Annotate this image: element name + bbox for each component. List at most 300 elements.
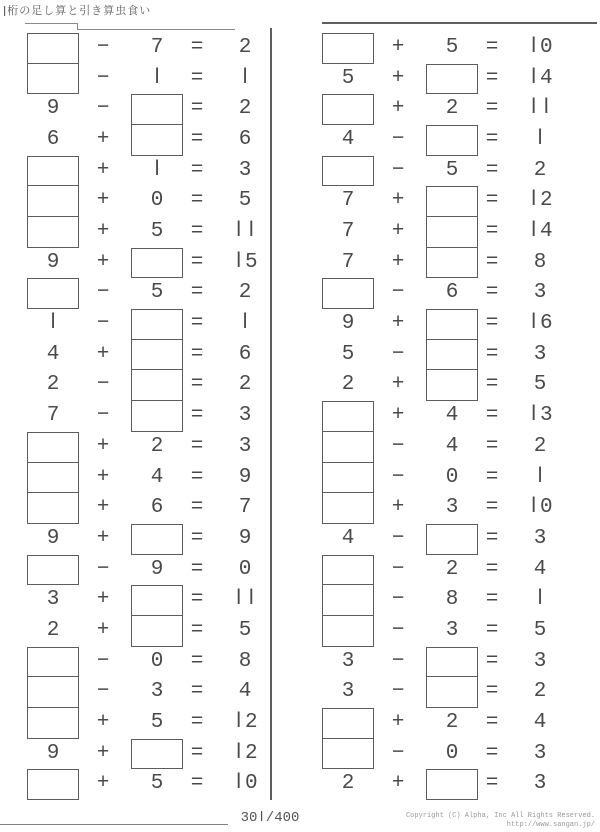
operator: + (96, 772, 110, 796)
operator: − (391, 588, 405, 612)
problem-row (295, 309, 567, 340)
answer-box[interactable] (27, 64, 79, 95)
equals-sign: = (190, 741, 204, 765)
result: 3 (533, 772, 547, 796)
equals-sign: = (485, 772, 499, 796)
problem-row (295, 401, 567, 432)
operator: + (391, 312, 405, 336)
result: ǀ2 (232, 741, 258, 765)
result: 8 (238, 649, 252, 673)
result: 4 (238, 680, 252, 704)
operator: − (96, 373, 110, 397)
result: 2 (533, 434, 547, 458)
result: ǀ (238, 312, 252, 336)
operator: − (391, 526, 405, 550)
result: ǀ (238, 66, 252, 90)
answer-box[interactable] (322, 708, 374, 739)
equals-sign: = (485, 588, 499, 612)
answer-box[interactable] (27, 463, 79, 494)
page-title: ǀ桁の足し算と引き算虫食い (3, 4, 152, 17)
equals-sign: = (190, 342, 204, 366)
operand-b: 5 (150, 281, 164, 305)
operator: − (96, 97, 110, 121)
problem-row (295, 217, 567, 248)
result: ǀ5 (232, 250, 258, 274)
equals-sign: = (485, 618, 499, 642)
result: ǀ (533, 465, 547, 489)
equals-sign: = (190, 97, 204, 121)
problem-row (0, 33, 272, 64)
operand-a: 3 (341, 649, 355, 673)
problem-row (0, 463, 272, 494)
operator: − (391, 434, 405, 458)
operator: − (391, 281, 405, 305)
result: ǀ0 (527, 496, 553, 520)
equals-sign: = (190, 128, 204, 152)
operand-b: 3 (445, 618, 459, 642)
operand-b: 2 (445, 710, 459, 734)
operand-a: 7 (341, 189, 355, 213)
equals-sign: = (190, 465, 204, 489)
operator: − (96, 557, 110, 581)
operator: + (391, 772, 405, 796)
operand-b: 2 (150, 434, 164, 458)
operand-a: 5 (341, 66, 355, 90)
operator: − (96, 36, 110, 59)
answer-box[interactable] (131, 125, 183, 156)
answer-box[interactable] (426, 647, 478, 678)
answer-box[interactable] (27, 186, 79, 217)
equals-sign: = (190, 158, 204, 182)
answer-box[interactable] (322, 739, 374, 770)
operator: + (96, 465, 110, 489)
result: 6 (238, 342, 252, 366)
operand-b: 0 (150, 649, 164, 673)
operator: + (96, 618, 110, 642)
problem-row (0, 370, 272, 401)
result: 9 (238, 465, 252, 489)
operand-b: 0 (445, 465, 459, 489)
equals-sign: = (485, 189, 499, 213)
answer-box[interactable] (426, 248, 478, 279)
answer-box[interactable] (426, 64, 478, 95)
result: 5 (238, 618, 252, 642)
equals-sign: = (190, 557, 204, 581)
answer-box[interactable] (322, 463, 374, 494)
operand-a: 3 (46, 588, 60, 612)
equals-sign: = (190, 312, 204, 336)
operator: + (96, 250, 110, 274)
operand-b: 6 (150, 496, 164, 520)
answer-box[interactable] (322, 432, 374, 463)
operand-b: 2 (445, 557, 459, 581)
answer-box[interactable] (322, 555, 374, 586)
problem-row (295, 248, 567, 279)
equals-sign: = (485, 158, 499, 182)
header-line-left-short (25, 23, 78, 24)
operand-b: 4 (150, 465, 164, 489)
equals-sign: = (485, 649, 499, 673)
result: 3 (238, 434, 252, 458)
problem-row (0, 217, 272, 248)
answer-box[interactable] (27, 493, 79, 524)
problem-row (0, 739, 272, 770)
problem-row (0, 493, 272, 524)
equals-sign: = (485, 281, 499, 305)
answer-box[interactable] (322, 493, 374, 524)
equals-sign: = (485, 680, 499, 704)
operand-a: 2 (46, 618, 60, 642)
operand-b: 4 (445, 404, 459, 428)
operator: + (96, 710, 110, 734)
problem-row (295, 432, 567, 463)
operator: − (391, 465, 405, 489)
result: ǀ (533, 588, 547, 612)
result: ǀ0 (232, 772, 258, 796)
result: 3 (238, 404, 252, 428)
equals-sign: = (485, 128, 499, 152)
operator: + (96, 189, 110, 213)
equals-sign: = (190, 618, 204, 642)
result: 3 (533, 741, 547, 765)
problem-row (0, 677, 272, 708)
problem-row (295, 186, 567, 217)
problem-row (295, 278, 567, 309)
result: 3 (533, 649, 547, 673)
result: 2 (238, 281, 252, 305)
answer-box[interactable] (27, 708, 79, 739)
operand-a: 9 (46, 97, 60, 121)
operand-a: 3 (341, 680, 355, 704)
operator: + (96, 496, 110, 520)
answer-box[interactable] (27, 769, 79, 800)
operand-a: 9 (46, 250, 60, 274)
answer-box[interactable] (426, 769, 478, 800)
operand-b: 5 (445, 158, 459, 182)
operand-a: 9 (46, 741, 60, 765)
result: ǀǀ (232, 588, 258, 612)
operand-a: 2 (341, 373, 355, 397)
answer-box[interactable] (322, 616, 374, 647)
result: 4 (533, 557, 547, 581)
equals-sign: = (190, 404, 204, 428)
problem-row (295, 739, 567, 770)
answer-box[interactable] (322, 156, 374, 187)
equals-sign: = (485, 66, 499, 90)
operator: − (391, 342, 405, 366)
operator: − (391, 128, 405, 152)
result: ǀ0 (527, 36, 553, 59)
result: ǀ2 (232, 710, 258, 734)
operator: + (391, 36, 405, 59)
operator: + (96, 158, 110, 182)
answer-box[interactable] (322, 33, 374, 64)
equals-sign: = (485, 465, 499, 489)
answer-box[interactable] (131, 370, 183, 401)
result: 2 (238, 36, 252, 59)
problem-row (0, 248, 272, 279)
operator: − (391, 680, 405, 704)
problem-row (295, 585, 567, 616)
answer-box[interactable] (426, 524, 478, 555)
copyright-url: http://www.sangan.jp/ (506, 821, 595, 829)
operand-b: ǀ (150, 158, 164, 182)
answer-box[interactable] (426, 340, 478, 371)
result: ǀ2 (527, 189, 553, 213)
operand-b: 5 (445, 36, 459, 59)
problem-row (0, 278, 272, 309)
problem-row (295, 616, 567, 647)
answer-box[interactable] (426, 186, 478, 217)
operator: + (391, 373, 405, 397)
equals-sign: = (190, 220, 204, 244)
problem-row (295, 94, 567, 125)
equals-sign: = (190, 373, 204, 397)
problem-row (295, 708, 567, 739)
equals-sign: = (485, 36, 499, 59)
problems-column-right (295, 33, 567, 801)
equals-sign: = (190, 588, 204, 612)
equals-sign: = (485, 342, 499, 366)
result: 3 (533, 281, 547, 305)
equals-sign: = (485, 526, 499, 550)
result: 2 (238, 97, 252, 121)
result: 5 (238, 189, 252, 213)
operand-b: 7 (150, 36, 164, 59)
equals-sign: = (485, 250, 499, 274)
page-number: 30ǀ/400 (240, 810, 300, 826)
operator: + (391, 220, 405, 244)
problem-row (0, 555, 272, 586)
result: 3 (533, 342, 547, 366)
problem-row (295, 33, 567, 64)
result: 9 (238, 526, 252, 550)
result: 7 (238, 496, 252, 520)
equals-sign: = (485, 312, 499, 336)
operand-a: 9 (341, 312, 355, 336)
operator: − (96, 649, 110, 673)
operand-a: 6 (46, 128, 60, 152)
answer-box[interactable] (426, 217, 478, 248)
problem-row (295, 493, 567, 524)
result: ǀ (533, 128, 547, 152)
problem-row (0, 309, 272, 340)
equals-sign: = (485, 373, 499, 397)
answer-box[interactable] (131, 585, 183, 616)
result: 2 (533, 158, 547, 182)
operator: − (96, 404, 110, 428)
operand-b: 6 (445, 281, 459, 305)
result: ǀ3 (527, 404, 553, 428)
equals-sign: = (485, 741, 499, 765)
operand-a: 2 (46, 373, 60, 397)
result: 4 (533, 710, 547, 734)
answer-box[interactable] (426, 370, 478, 401)
problem-row (0, 708, 272, 739)
header-name-line-left (78, 29, 235, 30)
result: 2 (533, 680, 547, 704)
answer-box[interactable] (131, 616, 183, 647)
problem-row (295, 370, 567, 401)
operator: + (96, 434, 110, 458)
equals-sign: = (485, 97, 499, 121)
problem-row (0, 432, 272, 463)
operator: − (391, 741, 405, 765)
operator: + (391, 97, 405, 121)
operator: + (96, 588, 110, 612)
operator: + (96, 741, 110, 765)
operator: + (391, 189, 405, 213)
answer-box[interactable] (322, 278, 374, 309)
operator: − (391, 557, 405, 581)
equals-sign: = (190, 680, 204, 704)
problem-row (295, 125, 567, 156)
operator: + (96, 220, 110, 244)
copyright (406, 812, 595, 830)
equals-sign: = (190, 772, 204, 796)
answer-box[interactable] (27, 432, 79, 463)
result: 2 (238, 373, 252, 397)
problem-row (295, 555, 567, 586)
answer-box[interactable] (27, 647, 79, 678)
operator: + (391, 66, 405, 90)
problem-row (295, 769, 567, 800)
equals-sign: = (190, 649, 204, 673)
operand-b: 3 (445, 496, 459, 520)
operand-a: 4 (341, 526, 355, 550)
problem-row (295, 64, 567, 95)
operand-b: 9 (150, 557, 164, 581)
equals-sign: = (190, 434, 204, 458)
operator: − (96, 680, 110, 704)
operator: + (391, 496, 405, 520)
answer-box[interactable] (27, 33, 79, 64)
answer-box[interactable] (27, 677, 79, 708)
equals-sign: = (190, 710, 204, 734)
problem-row (0, 156, 272, 187)
answer-box[interactable] (131, 739, 183, 770)
problem-row (0, 647, 272, 678)
operator: − (96, 312, 110, 336)
operator: + (391, 250, 405, 274)
answer-box[interactable] (27, 217, 79, 248)
operand-b: 3 (150, 680, 164, 704)
equals-sign: = (485, 496, 499, 520)
problem-row (0, 340, 272, 371)
equals-sign: = (190, 66, 204, 90)
problem-row (0, 64, 272, 95)
operator: − (391, 618, 405, 642)
problem-row (295, 340, 567, 371)
operand-b: 8 (445, 588, 459, 612)
problem-row (0, 125, 272, 156)
answer-box[interactable] (426, 309, 478, 340)
problem-row (295, 156, 567, 187)
operand-b: 0 (150, 189, 164, 213)
problem-row (0, 585, 272, 616)
header-name-line-right (322, 22, 597, 24)
result: ǀ4 (527, 220, 553, 244)
result: ǀ6 (527, 312, 553, 336)
operator: + (96, 342, 110, 366)
operand-b: 0 (445, 741, 459, 765)
operand-b: 5 (150, 710, 164, 734)
answer-box[interactable] (131, 401, 183, 432)
operator: − (391, 649, 405, 673)
operand-a: 5 (341, 342, 355, 366)
answer-box[interactable] (131, 524, 183, 555)
problems-column-left (0, 33, 272, 801)
answer-box[interactable] (131, 94, 183, 125)
equals-sign: = (190, 189, 204, 213)
operand-b: 2 (445, 97, 459, 121)
operator: + (391, 710, 405, 734)
result: 3 (238, 158, 252, 182)
operand-a: 2 (341, 772, 355, 796)
problem-row (0, 186, 272, 217)
answer-box[interactable] (27, 156, 79, 187)
result: ǀǀ (232, 220, 258, 244)
footer-line (0, 824, 228, 825)
copyright-text: Copyright (C) Alpha, Inc All Rights Reserved. (405, 812, 595, 820)
operand-a: 7 (46, 404, 60, 428)
operand-a: 4 (341, 128, 355, 152)
operand-a: 7 (341, 250, 355, 274)
result: 5 (533, 618, 547, 642)
operand-b: 4 (445, 434, 459, 458)
equals-sign: = (485, 710, 499, 734)
operand-a: ǀ (46, 312, 60, 336)
operator: + (391, 404, 405, 428)
answer-box[interactable] (426, 125, 478, 156)
problem-row (0, 401, 272, 432)
answer-box[interactable] (322, 585, 374, 616)
problem-row (295, 524, 567, 555)
result: 0 (238, 557, 252, 581)
problem-row (0, 524, 272, 555)
problem-row (0, 769, 272, 800)
equals-sign: = (190, 496, 204, 520)
equals-sign: = (190, 526, 204, 550)
answer-box[interactable] (27, 555, 79, 586)
result: 3 (533, 526, 547, 550)
result: 5 (533, 373, 547, 397)
equals-sign: = (485, 220, 499, 244)
answer-box[interactable] (322, 94, 374, 125)
answer-box[interactable] (131, 340, 183, 371)
answer-box[interactable] (131, 248, 183, 279)
operand-a: 9 (46, 526, 60, 550)
equals-sign: = (485, 434, 499, 458)
answer-box[interactable] (27, 278, 79, 309)
result: ǀǀ (527, 97, 553, 121)
answer-box[interactable] (131, 309, 183, 340)
result: ǀ4 (527, 66, 553, 90)
equals-sign: = (190, 250, 204, 274)
answer-box[interactable] (426, 677, 478, 708)
answer-box[interactable] (322, 401, 374, 432)
equals-sign: = (190, 281, 204, 305)
operand-b: ǀ (150, 66, 164, 90)
operator: − (96, 66, 110, 90)
problem-row (295, 463, 567, 494)
equals-sign: = (485, 404, 499, 428)
problem-row (0, 94, 272, 125)
problem-row (295, 677, 567, 708)
operand-a: 7 (341, 220, 355, 244)
equals-sign: = (485, 557, 499, 581)
operator: + (96, 526, 110, 550)
